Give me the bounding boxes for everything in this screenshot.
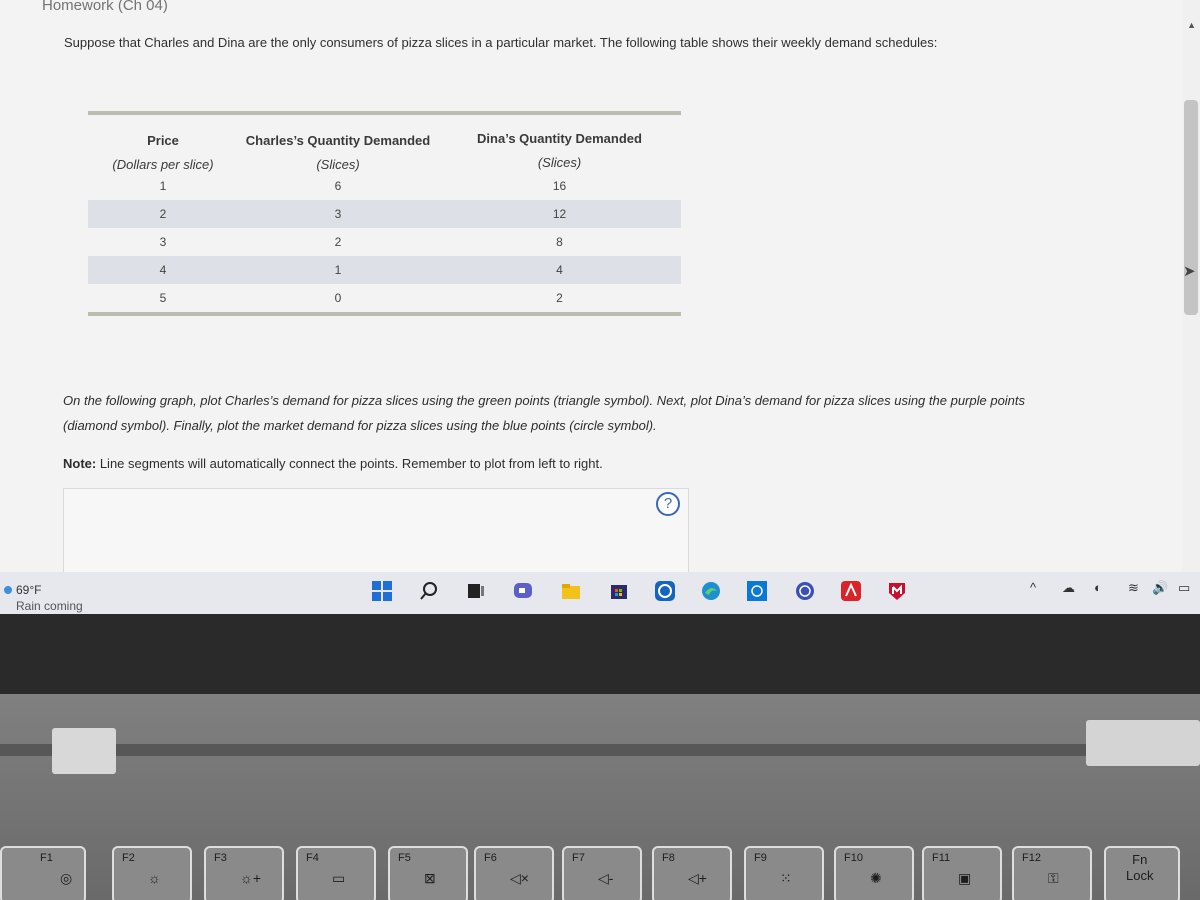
intro-text: Suppose that Charles and Dina are the only consumers of pizza slices in a particular market. The following table shows their weekly demand schedules: — [64, 35, 938, 50]
help-button[interactable]: ? — [656, 492, 680, 516]
demand-schedule-table — [88, 111, 681, 316]
key-f8[interactable] — [652, 846, 732, 900]
page-title: Homework (Ch 04) — [42, 0, 168, 14]
key-label: F12 — [1022, 852, 1041, 864]
scroll-up-icon[interactable]: ▲ — [1187, 20, 1196, 30]
key-label: F10 — [844, 852, 863, 864]
lock-icon: ▣ — [958, 870, 972, 886]
header-charles — [238, 115, 438, 177]
charles-cell: 1 — [334, 263, 342, 277]
chrome-icon[interactable] — [654, 580, 676, 602]
graph-instructions: On the following graph, plot Charles’s demand for pizza slices using the green points (triangle symbol). Next, plot Dina’s demand for pizza slices using the purple points (diamond symbol). Finally, plot the market demand for pizza slices using the blue points (circle symbol). — [63, 393, 1026, 433]
header-price-unit: (Dollars per slice) — [112, 157, 214, 172]
key-label: F6 — [484, 852, 497, 864]
screenshot-icon: ⊠ — [424, 870, 436, 886]
paper-scrap — [52, 728, 116, 774]
dina-cell: 4 — [556, 263, 563, 277]
key-label: F5 — [398, 852, 411, 864]
mouse-cursor-icon: ➤ — [1183, 263, 1196, 280]
dell-icon[interactable] — [746, 580, 768, 602]
mcafee-icon[interactable] — [886, 580, 908, 602]
price-cell: 3 — [159, 235, 167, 249]
note-text — [63, 456, 603, 471]
key-f5[interactable] — [388, 846, 468, 900]
table-row — [88, 200, 681, 228]
search-icon[interactable] — [418, 580, 440, 602]
header-price-title: Price — [147, 133, 179, 148]
charles-cell: 6 — [334, 179, 342, 193]
key-label: F3 — [214, 852, 227, 864]
dina-cell: 8 — [556, 235, 563, 249]
volume-up-icon: ◁+ — [688, 870, 707, 886]
key-f4[interactable] — [296, 846, 376, 900]
windows-start-icon[interactable] — [371, 580, 393, 602]
header-charles-unit: (Slices) — [316, 157, 360, 172]
header-dina — [438, 115, 681, 177]
wifi-icon[interactable]: ≋ — [1128, 580, 1139, 595]
charles-cell: 0 — [334, 291, 342, 305]
note-body: Line segments will automatically connect the points. Remember to plot from left to right. — [96, 456, 603, 471]
header-price — [88, 115, 238, 177]
key-fn-lock[interactable] — [1104, 846, 1180, 900]
media-icon[interactable] — [794, 580, 816, 602]
key-label: F8 — [662, 852, 675, 864]
dina-cell: 2 — [556, 291, 563, 305]
file-explorer-icon[interactable] — [560, 580, 582, 602]
chevron-up-icon[interactable]: ^ — [1030, 580, 1037, 595]
store-icon[interactable] — [608, 580, 630, 602]
volume-down-icon: ◁- — [598, 870, 614, 886]
price-cell: 4 — [159, 263, 167, 277]
header-charles-title: Charles’s Quantity Demanded — [245, 133, 431, 148]
header-dina-title: Dina’s Quantity Demanded — [477, 131, 642, 146]
key-f12[interactable] — [1012, 846, 1092, 900]
price-cell: 1 — [159, 179, 167, 193]
key-f10[interactable] — [834, 846, 914, 900]
key-f1[interactable] — [0, 846, 86, 900]
key-icon: ⚿ — [1048, 870, 1059, 886]
display-icon: ▭ — [332, 870, 346, 886]
taskbar — [0, 572, 1200, 614]
key-label: F4 — [306, 852, 319, 864]
weather-icon[interactable] — [4, 586, 12, 594]
table-row — [88, 228, 681, 256]
scrollbar-thumb[interactable] — [1184, 100, 1198, 315]
key-f3[interactable] — [204, 846, 284, 900]
key-label: F7 — [572, 852, 585, 864]
price-cell: 5 — [159, 291, 167, 305]
key-f6[interactable] — [474, 846, 554, 900]
acrobat-icon[interactable] — [840, 580, 862, 602]
key-label: F11 — [932, 852, 951, 864]
mic-mute-icon: ◎ — [60, 870, 73, 886]
brightness-down-icon: ☼ — [148, 870, 161, 886]
backlight-icon: ✺ — [870, 870, 882, 886]
chat-icon[interactable] — [512, 580, 534, 602]
brightness-up-icon: ☼+ — [240, 870, 262, 886]
task-view-icon[interactable] — [465, 580, 487, 602]
laptop-hinge — [0, 744, 1200, 756]
key-label: F1 — [40, 852, 53, 864]
key-f11[interactable] — [922, 846, 1002, 900]
weather-description[interactable]: Rain coming — [16, 599, 83, 613]
table-row — [88, 284, 681, 312]
key-label: F2 — [122, 852, 135, 864]
table-bottom-rule — [88, 312, 681, 316]
paper-scrap — [1086, 720, 1200, 766]
note-label: Note: — [63, 456, 97, 471]
dina-cell: 16 — [552, 179, 567, 193]
keyboard-light-icon: ⁙ — [780, 870, 792, 886]
key-f2[interactable] — [112, 846, 192, 900]
mute-icon: ◁× — [510, 870, 529, 886]
app-icon[interactable]: ◐ — [1094, 580, 1102, 595]
battery-icon[interactable]: ▭ — [1178, 580, 1191, 595]
key-label: Fn Lock — [1126, 852, 1154, 883]
dina-cell: 12 — [552, 207, 567, 221]
key-f7[interactable] — [562, 846, 642, 900]
table-header — [88, 115, 681, 172]
charles-cell: 2 — [334, 235, 342, 249]
laptop-bezel — [0, 614, 1200, 694]
header-dina-unit: (Slices) — [537, 155, 582, 170]
key-label: F9 — [754, 852, 767, 864]
table-row — [88, 256, 681, 284]
table-row — [88, 172, 681, 200]
cloud-icon[interactable]: ☁ — [1062, 580, 1075, 595]
graph-area[interactable] — [63, 488, 689, 572]
weather-temperature[interactable]: 69°F — [16, 583, 42, 597]
edge-icon[interactable] — [700, 580, 722, 602]
volume-icon[interactable]: 🔊 — [1152, 580, 1169, 595]
price-cell: 2 — [159, 207, 167, 221]
key-f9[interactable] — [744, 846, 824, 900]
charles-cell: 3 — [334, 207, 342, 221]
